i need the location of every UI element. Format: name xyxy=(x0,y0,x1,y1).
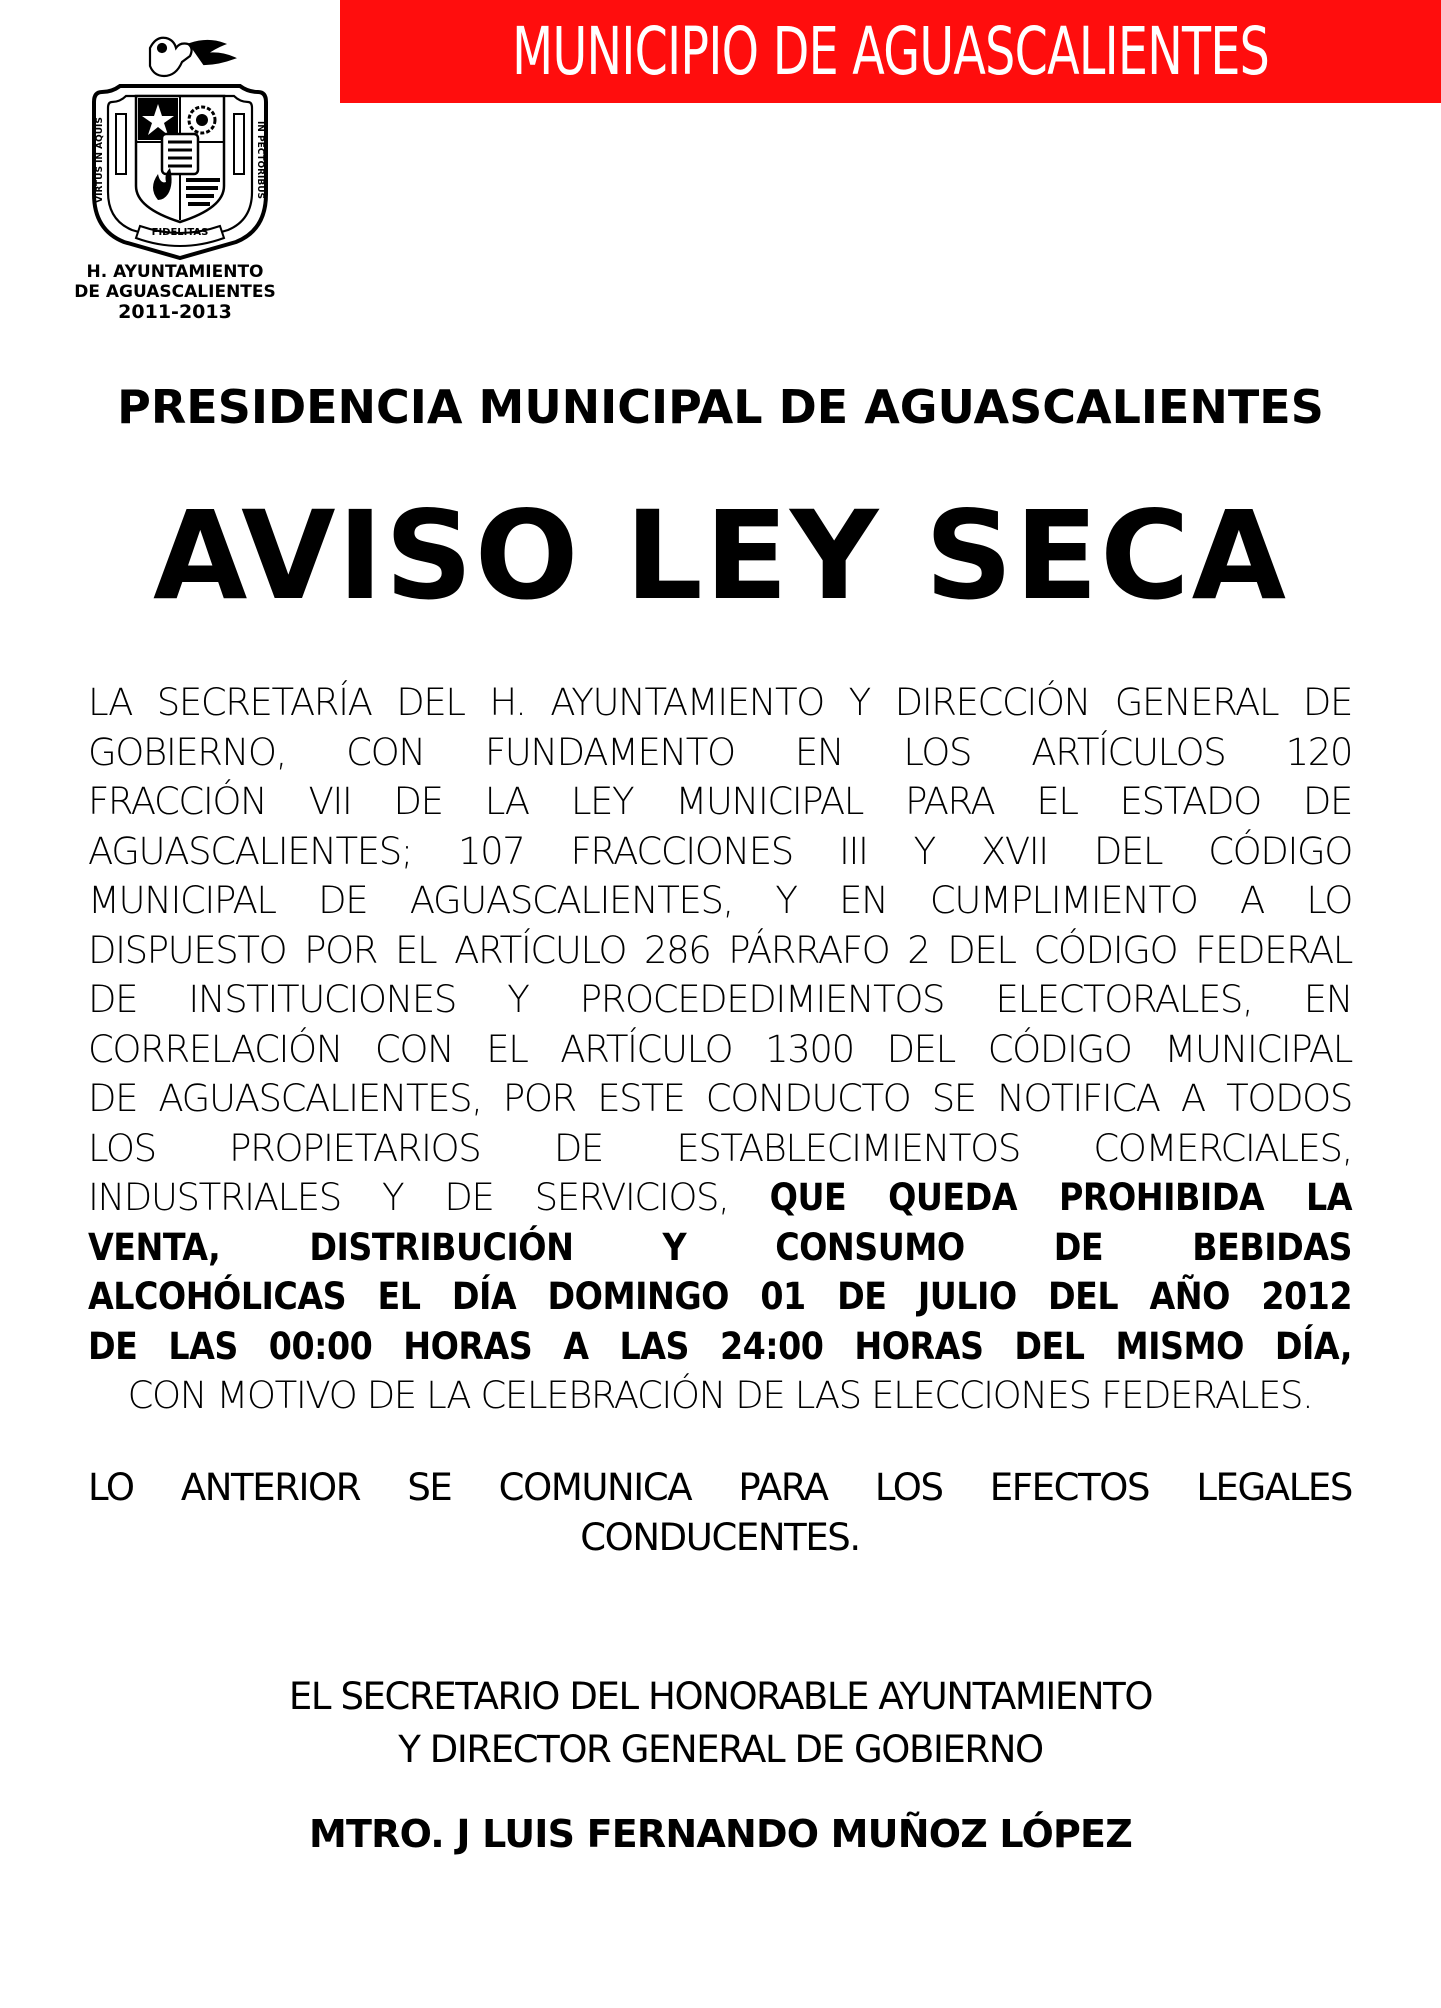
banner-title: MUNICIPIO DE AGUASCALIENTES xyxy=(512,13,1269,90)
signer-title xyxy=(0,1670,1441,1776)
seal-motto-left: VIRTUS IN AQUIS xyxy=(95,117,105,203)
notice-body xyxy=(88,678,1352,1421)
seal-caption-line2: DE AGUASCALIENTES xyxy=(74,282,276,302)
signer-title-line1: EL SECRETARIO DEL HONORABLE AYUNTAMIENTO xyxy=(288,1675,1153,1718)
seal-caption-years: 2011-2013 xyxy=(118,301,232,323)
body-line: DE INSTITUCIONES Y PROCEDEDIMIENTOS ELECTORALES, EN xyxy=(88,978,1352,1021)
aviso-title: AVISO LEY SECA xyxy=(152,485,1289,627)
prohibition-line: DE LAS 00:00 HORAS A LAS 24:00 HORAS DEL MISMO DÍA, xyxy=(88,1324,1352,1368)
municipality-banner xyxy=(340,0,1441,103)
seal-caption xyxy=(50,262,300,322)
body-line: AGUASCALIENTES; 107 FRACCIONES III Y XVII DEL CÓDIGO xyxy=(88,829,1352,873)
body-line: DISPUESTO POR EL ARTÍCULO 286 PÁRRAFO 2 DEL CÓDIGO FEDERAL xyxy=(88,928,1352,972)
body-line: DE AGUASCALIENTES, POR ESTE CONDUCTO SE NOTIFICA A TODOS xyxy=(88,1077,1352,1120)
closing-line-1: LO ANTERIOR SE COMUNICA PARA LOS EFECTOS LEGALES xyxy=(88,1466,1352,1509)
coat-of-arms-icon xyxy=(80,30,280,260)
signer-name: MTRO. J LUIS FERNANDO MUÑOZ LÓPEZ xyxy=(309,1812,1132,1856)
body-final-line: CON MOTIVO DE LA CELEBRACIÓN DE LAS ELECCIONES FEDERALES. xyxy=(127,1374,1313,1417)
body-line-normal-part: INDUSTRIALES Y DE SERVICIOS, xyxy=(88,1176,770,1219)
seal-motto-right: IN PECTORIBUS xyxy=(255,120,265,200)
body-line: MUNICIPAL DE AGUASCALIENTES, Y EN CUMPLIMIENTO A LO xyxy=(88,879,1352,922)
signer-title-line2: Y DIRECTOR GENERAL DE GOBIERNO xyxy=(398,1728,1043,1771)
prohibition-line: ALCOHÓLICAS EL DÍA DOMINGO 01 DE JULIO DEL AÑO 2012 xyxy=(88,1275,1352,1318)
body-line: GOBIERNO, CON FUNDAMENTO EN LOS ARTÍCULOS 120 xyxy=(88,730,1352,774)
seal-caption-line1: H. AYUNTAMIENTO xyxy=(86,262,264,282)
prohibition-line: VENTA, DISTRIBUCIÓN Y CONSUMO DE BEBIDAS xyxy=(88,1225,1352,1269)
body-line-mixed xyxy=(88,1173,1352,1223)
body-line: FRACCIÓN VII DE LA LEY MUNICIPAL PARA EL ESTADO DE xyxy=(88,780,1352,823)
body-line: LOS PROPIETARIOS DE ESTABLECIMIENTOS COMERCIALES, xyxy=(88,1126,1352,1170)
seal-motto-bottom: FIDELITAS xyxy=(151,227,209,238)
body-line: CORRELACIÓN CON EL ARTÍCULO 1300 DEL CÓDIGO MUNICIPAL xyxy=(88,1027,1352,1071)
closing-line-2: CONDUCENTES. xyxy=(580,1515,860,1559)
prohibition-start: QUE QUEDA PROHIBIDA LA xyxy=(769,1176,1352,1219)
body-line: LA SECRETARÍA DEL H. AYUNTAMIENTO Y DIRECCIÓN GENERAL DE xyxy=(88,681,1352,724)
presidencia-heading: PRESIDENCIA MUNICIPAL DE AGUASCALIENTES xyxy=(117,380,1324,434)
closing-paragraph xyxy=(88,1463,1352,1562)
